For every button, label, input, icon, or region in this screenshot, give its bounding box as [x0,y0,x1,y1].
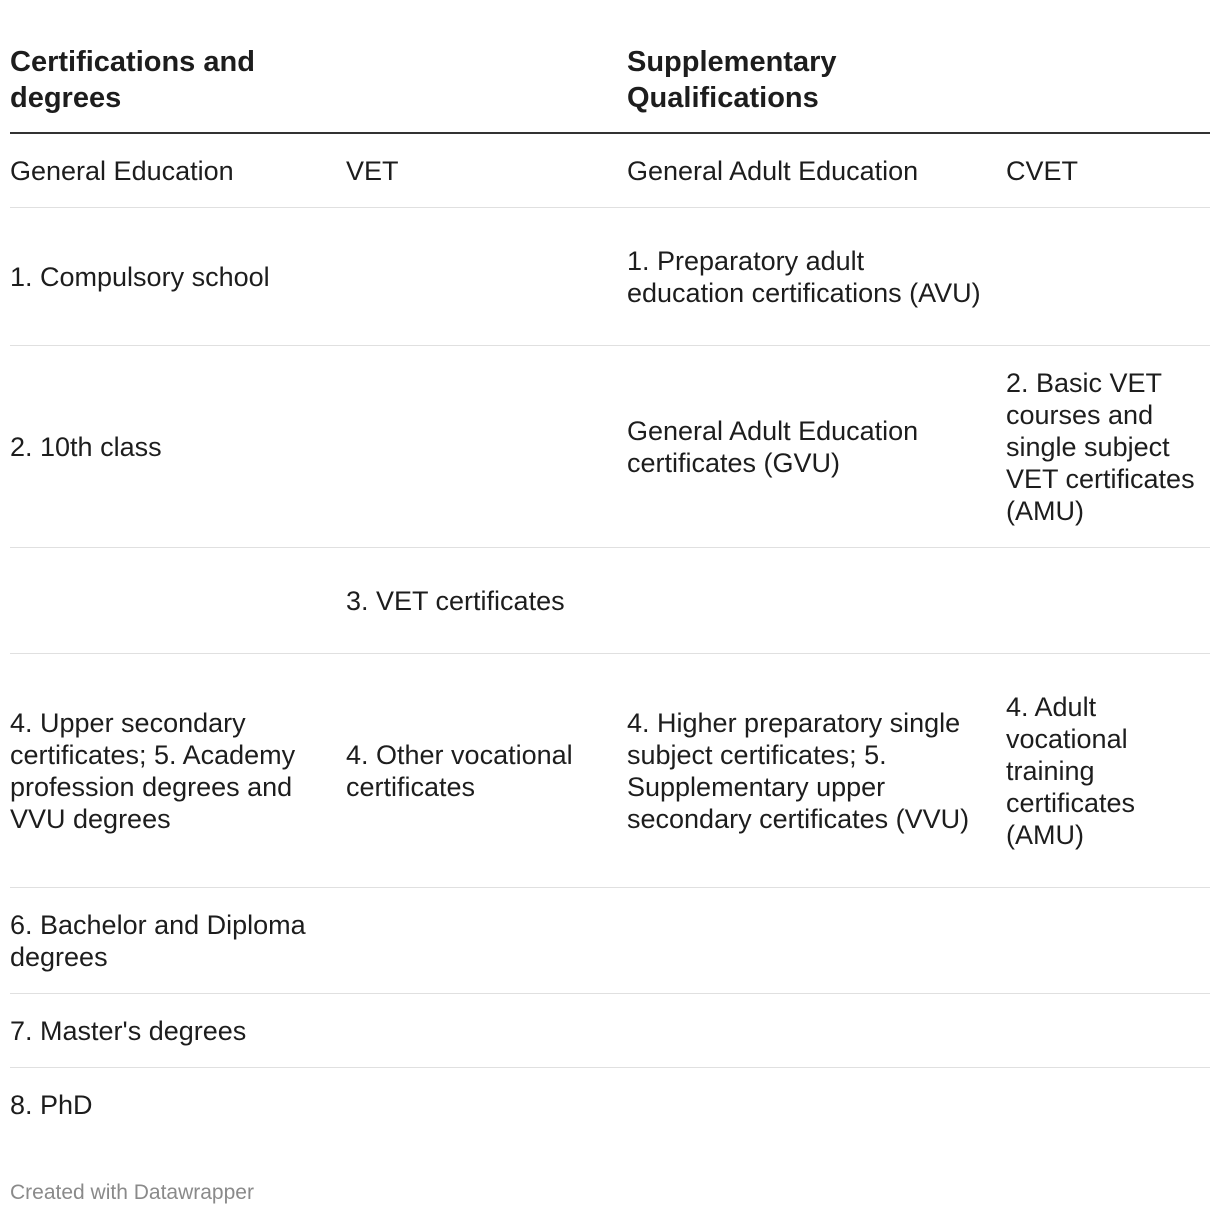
table-cell: 1. Compulsory school [10,208,346,346]
table-cell: 4. Other vocational certificates [346,654,627,888]
group-header-row [10,44,1210,134]
table-cell: 4. Higher preparatory single subject certificates; 5. Supplementary upper secondary certificates (VVU) [627,654,1006,888]
table-cell [627,994,1006,1068]
table-cell [346,994,627,1068]
table-row [10,888,1210,994]
table-row [10,548,1210,654]
table-row [10,1068,1210,1143]
table-cell [627,548,1006,654]
table-row [10,994,1210,1068]
table-cell: 1. Preparatory adult education certifications (AVU) [627,208,1006,346]
table-cell [1006,994,1210,1068]
table-cell [10,548,346,654]
table-cell: 6. Bachelor and Diploma degrees [10,888,346,994]
table-row [10,346,1210,548]
table-cell [1006,888,1210,994]
column-header-general-education: General Education [10,134,346,208]
table-cell [346,208,627,346]
column-header-general-adult-education: General Adult Education [627,134,1006,208]
table-cell: 8. PhD [10,1090,93,1120]
table-row [10,208,1210,346]
group-header-supplementary: Supplementary Qualifications [627,46,837,114]
group-header-certifications: Certifications and degrees [10,46,255,114]
table-cell: 4. Upper secondary certificates; 5. Academy profession degrees and VVU degrees [10,654,346,888]
table-cell [346,346,627,548]
table-cell: 4. Adult vocational training certificates (AMU) [1006,654,1210,888]
table-cell: 7. Master's degrees [10,994,346,1068]
table-cell [627,1068,1006,1143]
table-cell [346,888,627,994]
datawrapper-credit: Created with Datawrapper [10,1181,254,1204]
column-header-cvet: CVET [1006,134,1210,208]
data-table [10,134,1210,1142]
table-container [10,44,1210,1142]
column-header-row [10,134,1210,208]
table-cell [627,888,1006,994]
table-cell [346,1068,627,1143]
column-header-vet: VET [346,134,627,208]
table-cell [1006,548,1210,654]
table-cell [1006,208,1210,346]
table-cell: 3. VET certificates [346,548,627,654]
table-cell [1006,1068,1210,1143]
table-cell: 2. 10th class [10,346,346,548]
table-cell: General Adult Education certificates (GVU) [627,346,1006,548]
table-cell: 2. Basic VET courses and single subject VET certificates (AMU) [1006,346,1210,548]
table-row [10,654,1210,888]
